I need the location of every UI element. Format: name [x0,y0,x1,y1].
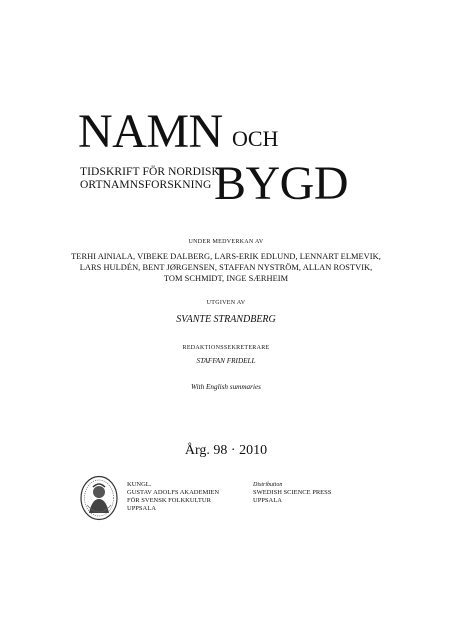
publisher-line: FÖR SVENSK FOLKKULTUR [127,497,211,504]
title-namn: NAMN [78,105,223,158]
contributors-line: TOM SCHMIDT, INGE SÆRHEIM [163,274,289,283]
editor-label: UTGIVEN AV [206,300,246,306]
summaries-note: With English summaries [191,383,261,391]
contributors-list [0,251,452,284]
title-bygd: BYGD [214,157,349,210]
subtitle-line: ORTNAMNSFORSKNING [80,179,212,191]
distribution-block [253,489,331,505]
secretary-name: STAFFAN FRIDELL [196,357,256,365]
volume-year: Årg. 98 · 2010 [184,443,268,458]
secretary-label: REDAKTIONSSEKRETERARE [182,345,270,351]
distribution-label: Distribution [253,482,283,488]
distribution-line: SWEDISH SCIENCE PRESS [253,489,332,496]
publisher-line: GUSTAV ADOLFS AKADEMIEN [127,489,220,496]
publisher-line: UPPSALA [127,505,156,512]
editor-name: SVANTE STRANDBERG [176,314,276,325]
distribution-line: UPPSALA [253,497,282,504]
publisher-line: KUNGL. [127,481,152,488]
academy-seal-icon [80,475,118,521]
contributors-line: LARS HULDÉN, BENT JØRGENSEN, STAFFAN NYSTRÖM, ALLAN ROSTVIK, [79,263,373,272]
publisher-block [127,481,219,513]
title-och: OCH [232,126,279,151]
academy-seal-icon [80,475,118,521]
subtitle-line: TIDSKRIFT FÖR NORDISK [80,166,220,178]
journal-subtitle [80,166,220,192]
contributors-line: TERHI AINIALA, VIBEKE DALBERG, LARS-ERIK EDLUND, LENNART ELMEVIK, [71,252,381,261]
contributors-label: UNDER MEDVERKAN AV [188,239,264,245]
